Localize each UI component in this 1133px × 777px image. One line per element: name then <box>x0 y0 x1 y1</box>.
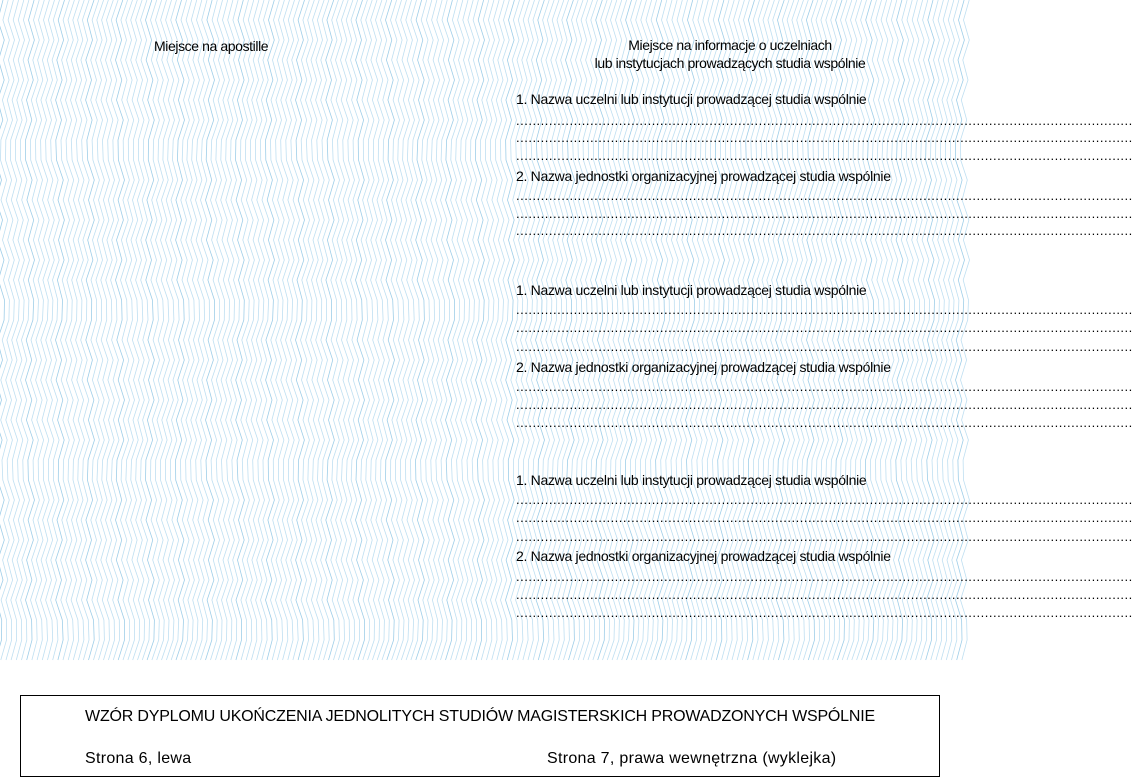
university-name-label-3: 1. Nazwa uczelni lub instytucji prowadzącej studia wspólnie <box>516 472 867 488</box>
university-name-line-3b: ...................................................................................................................................................... <box>516 510 1133 525</box>
info-header-line2: lub instytucjach prowadzących studia wspólnie <box>594 55 866 71</box>
unit-name-line-3b: ...................................................................................................................................................... <box>516 587 1133 602</box>
unit-name-line-1c: ...................................................................................................................................................... <box>516 223 1133 238</box>
unit-name-line-3c: ...................................................................................................................................................... <box>516 605 1133 620</box>
university-name-line-3c: ...................................................................................................................................................... <box>516 529 1133 544</box>
university-name-line-1a: ...................................................................................................................................................... <box>516 113 1133 128</box>
university-name-label-2: 1. Nazwa uczelni lub instytucji prowadzącej studia wspólnie <box>516 282 867 298</box>
unit-name-line-1b: ...................................................................................................................................................... <box>516 206 1133 221</box>
unit-name-label-2: 2. Nazwa jednostki organizacyjnej prowadzącej studia wspólnie <box>516 359 891 375</box>
template-caption-box <box>20 695 940 777</box>
university-name-line-1c: ...................................................................................................................................................... <box>516 148 1133 163</box>
unit-name-line-1a: ...................................................................................................................................................... <box>516 188 1133 203</box>
university-name-line-2a: ...................................................................................................................................................... <box>516 302 1133 317</box>
university-name-line-2c: ...................................................................................................................................................... <box>516 339 1133 354</box>
right-page-caption: Strona 7, prawa wewnętrzna (wyklejka) <box>547 750 837 767</box>
unit-name-line-2b: ...................................................................................................................................................... <box>516 397 1133 412</box>
left-page-caption: Strona 6, lewa <box>85 750 192 767</box>
unit-name-label-1: 2. Nazwa jednostki organizacyjnej prowadzącej studia wspólnie <box>516 168 891 184</box>
info-header-line1: Miejsce na informacje o uczelniach <box>628 37 832 53</box>
unit-name-line-2c: ...................................................................................................................................................... <box>516 415 1133 430</box>
info-placeholder-header <box>560 36 900 72</box>
apostille-placeholder-label: Miejsce na apostille <box>154 38 269 54</box>
university-name-line-1b: ...................................................................................................................................................... <box>516 130 1133 145</box>
university-name-line-3a: ...................................................................................................................................................... <box>516 492 1133 507</box>
university-name-line-2b: ...................................................................................................................................................... <box>516 320 1133 335</box>
unit-name-line-3a: ...................................................................................................................................................... <box>516 569 1133 584</box>
university-name-label-1: 1. Nazwa uczelni lub instytucji prowadzącej studia wspólnie <box>516 91 867 107</box>
template-caption-title: WZÓR DYPLOMU UKOŃCZENIA JEDNOLITYCH STUDIÓW MAGISTERSKICH PROWADZONYCH WSPÓLNIE <box>85 708 875 725</box>
unit-name-line-2a: ...................................................................................................................................................... <box>516 379 1133 394</box>
unit-name-label-3: 2. Nazwa jednostki organizacyjnej prowadzącej studia wspólnie <box>516 548 891 564</box>
